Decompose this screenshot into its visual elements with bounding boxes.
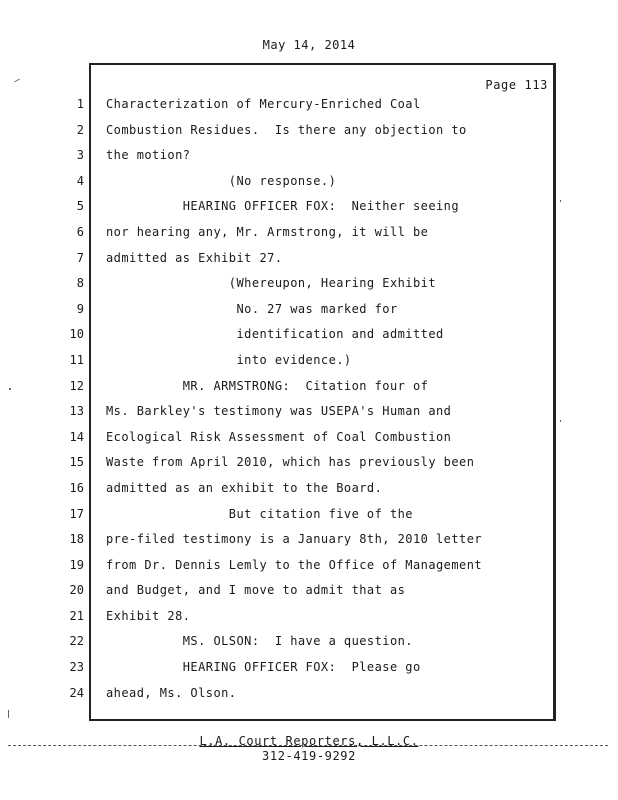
transcript-line: Waste from April 2010, which has previously been <box>106 455 475 470</box>
line-number: 10 <box>69 327 84 342</box>
line-number: 24 <box>69 685 84 700</box>
line-number: 2 <box>76 122 84 137</box>
line-number: 5 <box>76 199 84 214</box>
transcript-line: Characterization of Mercury-Enriched Coal <box>106 97 421 111</box>
transcript-line: MR. ARMSTRONG: Citation four of <box>106 378 429 393</box>
line-number: 1 <box>76 97 84 111</box>
line-number: 23 <box>69 660 84 675</box>
transcript-line: the motion? <box>106 148 191 163</box>
footer-phone: 312-419-9292 <box>262 749 356 763</box>
line-number: 8 <box>76 276 84 291</box>
scan-speck <box>8 710 9 718</box>
transcript-line: MS. OLSON: I have a question. <box>106 634 413 649</box>
footer-company: L.A. Court Reporters, L.L.C. <box>199 734 419 748</box>
scan-speck <box>9 388 11 390</box>
transcript-text <box>106 92 546 706</box>
line-number: 14 <box>69 429 84 444</box>
line-number: 21 <box>69 608 84 623</box>
transcript-line: (Whereupon, Hearing Exhibit <box>106 276 437 291</box>
transcript-line: pre-filed testimony is a January 8th, 2010 letter <box>106 532 483 547</box>
line-number: 18 <box>69 532 84 547</box>
transcript-line: No. 27 was marked for <box>106 301 398 316</box>
line-number: 15 <box>69 455 84 470</box>
transcript-line: HEARING OFFICER FOX: Please go <box>106 660 421 675</box>
transcript-line: admitted as Exhibit 27. <box>106 250 283 265</box>
line-number: 22 <box>69 634 84 649</box>
transcript-line: Combustion Residues. Is there any objection to <box>106 122 467 137</box>
transcript-line: Exhibit 28. <box>106 608 191 623</box>
line-number: 20 <box>69 583 84 598</box>
line-number: 9 <box>76 301 84 316</box>
line-number: 11 <box>69 352 84 367</box>
transcript-line: nor hearing any, Mr. Armstrong, it will be <box>106 224 429 239</box>
transcript-line: ahead, Ms. Olson. <box>106 685 237 700</box>
page-number: Page 113 <box>485 78 548 92</box>
line-number: 3 <box>76 148 84 163</box>
line-number: 13 <box>69 404 84 419</box>
line-number: 6 <box>76 224 84 239</box>
transcript-line: But citation five of the <box>106 506 413 521</box>
transcript-line: Ms. Barkley's testimony was USEPA's Human and <box>106 404 452 419</box>
transcript-line: from Dr. Dennis Lemly to the Office of Management <box>106 557 483 572</box>
line-number: 4 <box>76 173 84 188</box>
transcript-line: Ecological Risk Assessment of Coal Combustion <box>106 429 452 444</box>
transcript-line: HEARING OFFICER FOX: Neither seeing <box>106 199 460 214</box>
transcript-line: admitted as an exhibit to the Board. <box>106 480 383 495</box>
line-number: 7 <box>76 250 84 265</box>
transcript-line: into evidence.) <box>106 352 352 367</box>
line-number-column <box>40 92 84 706</box>
line-number: 16 <box>69 480 84 495</box>
line-number: 12 <box>69 378 84 393</box>
transcript-line: identification and admitted <box>106 327 444 342</box>
scan-speck <box>560 420 561 422</box>
transcript-date: May 14, 2014 <box>262 38 356 52</box>
scan-speck <box>560 200 561 202</box>
scan-speck <box>14 79 20 83</box>
line-number: 17 <box>69 506 84 521</box>
transcript-line: (No response.) <box>106 173 337 188</box>
line-number: 19 <box>69 557 84 572</box>
transcript-line: and Budget, and I move to admit that as <box>106 583 406 598</box>
